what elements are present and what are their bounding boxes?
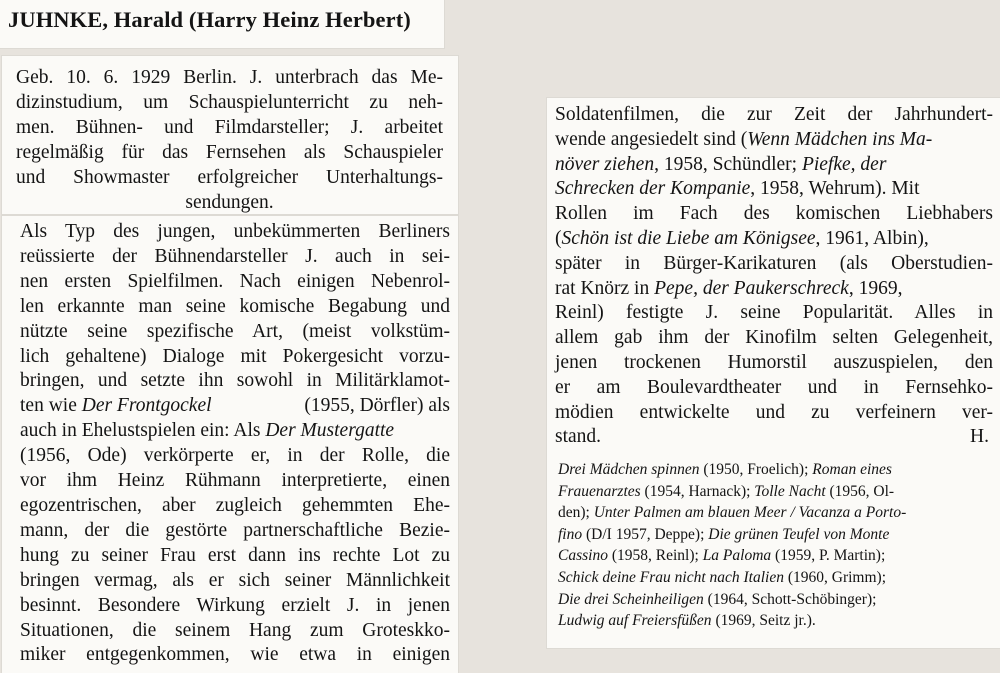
text-line: len erkannte man seine komische Begabung und (20, 295, 450, 317)
text-line: (Schön ist die Liebe am Königsee, 1961, Albin), (555, 227, 929, 249)
text-line: wende angesiedelt sind (Wenn Mädchen ins Ma- (555, 128, 933, 150)
text-line: nützte seine spezifische Art, (meist volkstüm- (20, 320, 450, 342)
film-title: növer ziehen (555, 153, 655, 175)
text-line: lich gehaltene) Dialoge mit Pokergesicht vorzu- (20, 345, 450, 367)
text-line: Reinl) festigte J. seine Popularität. Alles in (555, 302, 993, 324)
text-line: Schrecken der Kompanie, 1958, Wehrum). Mit (555, 178, 920, 200)
text-line: besinnt. Besondere Wirkung erzielt J. in jenen (20, 594, 450, 616)
biography-text (16, 65, 443, 215)
filmography-list (558, 459, 991, 632)
film-title: Der Frontgockel (81, 395, 212, 417)
film-title: Wenn Mädchen ins Ma- (747, 128, 933, 150)
filmography-line: Cassino (1958, Reinl); La Paloma (1959, P. Martin); (558, 547, 886, 565)
text-line: mödien entwickelte und zu verfeinern ver- (555, 401, 993, 423)
text-line: und Showmaster erfolgreicher Unterhaltungs- (16, 167, 443, 188)
career-text-right (555, 103, 993, 450)
text-line: dizinstudium, um Schauspielunterricht zu neh- (16, 92, 443, 113)
filmography-line: Die drei Scheinheiligen (1964, Schott-Schöbinger); (558, 590, 877, 608)
film-title: Der Mustergatte (265, 420, 395, 442)
text-line: allem gab ihm der Kinofilm selten Gelegenheit, (555, 327, 993, 349)
text-line: nen ersten Spielfilmen. Nach einigen Nebenrol- (20, 270, 450, 292)
text-line: bringen vermag, als er sich seiner Männlichkeit (20, 569, 450, 591)
filmography-line: Schick deine Frau nicht nach Italien (1960, Grimm); (558, 568, 886, 586)
text-line: er am Boulevardtheater und in Fernsehko- (555, 376, 993, 398)
filmography-line: den); Unter Palmen am blauen Meer / Vacanza a Porto- (558, 504, 907, 522)
career-clipping-right (547, 98, 1000, 648)
text-line: vor ihm Heinz Rühmann interpretierte, einen (20, 470, 450, 492)
text-line: növer ziehen, 1958, Schündler; Piefke, der (555, 153, 887, 175)
title-clipping (0, 0, 444, 48)
text-line: miker entgegenkommen, wie etwa in einigen (20, 644, 450, 666)
text-line: Soldatenfilmen, die zur Zeit der Jahrhundert- (555, 104, 993, 125)
text-line: Rollen im Fach des komischen Liebhabers (555, 203, 993, 225)
text-line: auch in Ehelustspielen ein: Als Der Mustergatte (20, 420, 395, 442)
film-title: Schrecken der Kompanie (555, 178, 751, 200)
text-line: Als Typ des jungen, unbekümmerten Berliners (20, 221, 450, 242)
text-line: Geb. 10. 6. 1929 Berlin. J. unterbrach das Me- (16, 67, 443, 88)
text-line: jenen trockenen Humorstil auszuspielen, den (555, 351, 993, 373)
text-line: rat Knörz in Pepe, der Paukerschreck, 1969, (555, 277, 903, 299)
filmography-line: Frauenarztes (1954, Harnack); Tolle Nacht (1956, Ol- (558, 482, 895, 500)
entry-title: JUHNKE, Harald (Harry Heinz Herbert) (8, 7, 411, 32)
biography-clipping (2, 56, 458, 214)
author-initial: H. (970, 426, 989, 448)
text-line: reüssierte der Bühnendarsteller J. auch in sei- (20, 245, 450, 267)
film-title: Piefke, der (801, 153, 887, 175)
text-line: mann, der die gestörte partnerschaftliche Bezie- (20, 519, 450, 541)
film-title: Pepe, der Paukerschreck (654, 277, 849, 299)
text-line: sendungen. (185, 192, 274, 213)
career-clipping-left (2, 216, 458, 673)
text-line: hung zu seiner Frau erst dann ins rechte Lot zu (20, 544, 450, 566)
filmography-line: fino (D/I 1957, Deppe); Die grünen Teufel von Monte (558, 525, 890, 543)
text-line: Situationen, die seinem Hang zum Groteskko- (20, 619, 450, 641)
filmography-line: Drei Mädchen spinnen (1950, Froelich); Roman eines (558, 461, 892, 478)
text-line: (1956, Ode) verkörperte er, in der Rolle, die (20, 445, 450, 467)
career-text-left (20, 220, 450, 668)
film-title: Schön ist die Liebe am Königsee (561, 227, 816, 249)
text-line: men. Bühnen- und Filmdarsteller; J. arbeitet (16, 117, 443, 138)
text-line: bringen, und setzte ihn sowohl in Militärklamot- (20, 370, 450, 392)
text-line: regelmäßig für das Fernsehen als Schauspieler (16, 142, 443, 163)
text-line: egozentrischen, aber zugleich gehemmten Ehe- (20, 494, 450, 516)
text-line: stand. H. (555, 425, 993, 450)
text-line: ten wie Der Frontgockel (1955, Dörfler) als (20, 395, 450, 417)
text-line: später in Bürger-Karikaturen (als Oberstudien- (555, 252, 993, 274)
filmography-line: Ludwig auf Freiersfüßen (1969, Seitz jr.). (558, 612, 816, 630)
